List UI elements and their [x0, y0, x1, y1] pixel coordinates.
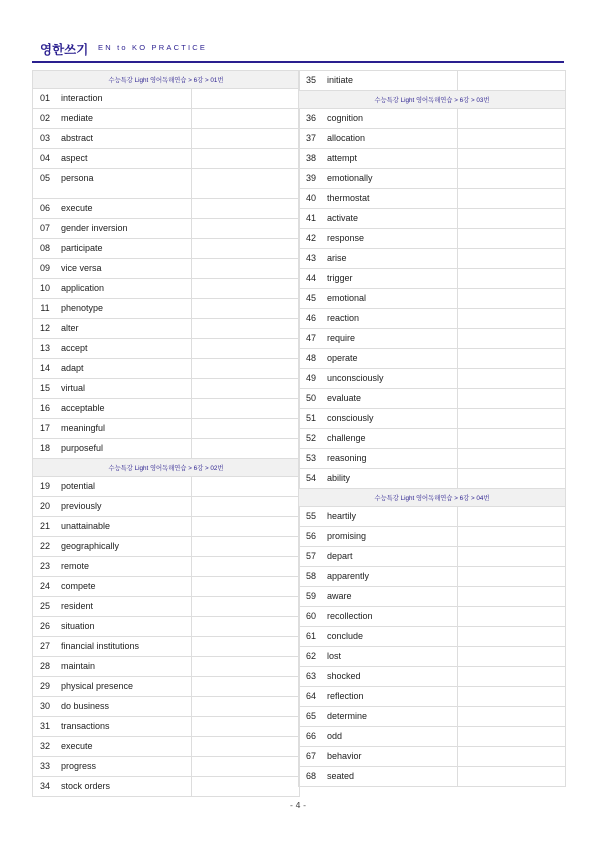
table-row [299, 547, 565, 567]
answer-blank [192, 279, 299, 298]
page-title: 영한쓰기 [40, 42, 89, 57]
section-header [299, 91, 565, 109]
table-row [299, 527, 565, 547]
table-row [299, 567, 565, 587]
answer-blank [458, 229, 565, 248]
answer-blank [192, 219, 299, 238]
vocab-word: phenotype [57, 299, 192, 318]
vocab-word: require [323, 329, 458, 348]
vocab-word: attempt [323, 149, 458, 168]
answer-blank [458, 527, 565, 546]
answer-blank [192, 439, 299, 458]
answer-blank [192, 497, 299, 516]
table-row [33, 219, 299, 239]
answer-blank [458, 429, 565, 448]
vocab-word: accept [57, 339, 192, 358]
vocab-word: behavior [323, 747, 458, 766]
vocab-word: previously [57, 497, 192, 516]
answer-blank [458, 149, 565, 168]
vocab-word: apparently [323, 567, 458, 586]
item-number: 27 [39, 641, 50, 651]
table-row [299, 687, 565, 707]
table-row [33, 557, 299, 577]
answer-blank [458, 727, 565, 746]
answer-blank [458, 71, 565, 90]
section-header [299, 489, 565, 507]
item-number: 08 [39, 243, 50, 253]
table-row [33, 279, 299, 299]
answer-blank [192, 199, 299, 218]
item-number: 38 [305, 153, 316, 163]
vocab-word: seated [323, 767, 458, 786]
item-number: 19 [39, 481, 50, 491]
item-number: 22 [39, 541, 50, 551]
table-row [299, 189, 565, 209]
item-number: 29 [39, 681, 50, 691]
answer-blank [192, 577, 299, 596]
table-row [299, 767, 565, 787]
vocab-word: unattainable [57, 517, 192, 536]
item-number: 37 [305, 133, 316, 143]
table-row [299, 607, 565, 627]
section-header [33, 459, 299, 477]
answer-blank [192, 557, 299, 576]
vocab-word: reflection [323, 687, 458, 706]
vocab-word: vice versa [57, 259, 192, 278]
item-number: 04 [39, 153, 50, 163]
answer-blank [458, 269, 565, 288]
table-row [33, 697, 299, 717]
table-row [33, 399, 299, 419]
answer-blank [192, 379, 299, 398]
vocab-word: response [323, 229, 458, 248]
table-row [33, 359, 299, 379]
item-number: 45 [305, 293, 316, 303]
item-number: 67 [305, 751, 316, 761]
answer-blank [192, 149, 299, 168]
answer-blank [458, 567, 565, 586]
table-row [33, 677, 299, 697]
table-row [299, 269, 565, 289]
vocab-word: ability [323, 469, 458, 488]
item-number: 48 [305, 353, 316, 363]
item-number: 09 [39, 263, 50, 273]
page-header [32, 38, 564, 62]
table-row [33, 89, 299, 109]
table-row [33, 777, 299, 797]
item-number: 68 [305, 771, 316, 781]
vocab-word: heartily [323, 507, 458, 526]
answer-blank [192, 737, 299, 756]
page-number: - 4 - [290, 801, 306, 810]
vocab-word: determine [323, 707, 458, 726]
table-row [33, 339, 299, 359]
table-row [299, 129, 565, 149]
item-number: 57 [305, 551, 316, 561]
table-row [299, 449, 565, 469]
answer-blank [192, 597, 299, 616]
section-label: 수능특강 Light 영어독해연습 > 6강 > 01번 [108, 77, 224, 84]
item-number: 46 [305, 313, 316, 323]
item-number: 42 [305, 233, 316, 243]
vocab-word: unconsciously [323, 369, 458, 388]
answer-blank [458, 449, 565, 468]
table-row [299, 349, 565, 369]
table-row [299, 169, 565, 189]
item-number: 50 [305, 393, 316, 403]
vocab-word: arise [323, 249, 458, 268]
item-number: 56 [305, 531, 316, 541]
item-number: 65 [305, 711, 316, 721]
vocab-word: alter [57, 319, 192, 338]
vocab-word: do business [57, 697, 192, 716]
item-number: 53 [305, 453, 316, 463]
vocab-word: maintain [57, 657, 192, 676]
answer-blank [192, 537, 299, 556]
answer-blank [192, 109, 299, 128]
table-row [299, 229, 565, 249]
vocab-word: meaningful [57, 419, 192, 438]
vocab-word: trigger [323, 269, 458, 288]
item-number: 16 [39, 403, 50, 413]
table-row [33, 657, 299, 677]
table-row [33, 537, 299, 557]
item-number: 10 [39, 283, 50, 293]
table-row [299, 647, 565, 667]
vocab-word: physical presence [57, 677, 192, 696]
item-number: 14 [39, 363, 50, 373]
answer-blank [458, 667, 565, 686]
answer-blank [458, 507, 565, 526]
vocab-word: abstract [57, 129, 192, 148]
answer-blank [192, 399, 299, 418]
table-row [33, 477, 299, 497]
item-number: 11 [40, 303, 50, 313]
answer-blank [458, 409, 565, 428]
vocab-word: purposeful [57, 439, 192, 458]
vocab-word: reasoning [323, 449, 458, 468]
vocab-word: execute [57, 199, 192, 218]
item-number: 36 [305, 113, 316, 123]
table-row [33, 129, 299, 149]
answer-blank [458, 209, 565, 228]
vocab-word: depart [323, 547, 458, 566]
answer-blank [192, 259, 299, 278]
vocab-word: remote [57, 557, 192, 576]
table-row [299, 209, 565, 229]
vocab-word: adapt [57, 359, 192, 378]
vocab-column-left [32, 70, 300, 797]
vocab-word: gender inversion [57, 219, 192, 238]
answer-blank [192, 677, 299, 696]
vocab-word: evaluate [323, 389, 458, 408]
vocab-word: operate [323, 349, 458, 368]
item-number: 30 [39, 701, 50, 711]
vocab-word: conclude [323, 627, 458, 646]
answer-blank [192, 757, 299, 776]
answer-blank [458, 627, 565, 646]
vocab-word: challenge [323, 429, 458, 448]
item-number: 31 [39, 721, 50, 731]
answer-blank [192, 657, 299, 676]
answer-blank [458, 129, 565, 148]
vocab-word: activate [323, 209, 458, 228]
item-number: 43 [305, 253, 316, 263]
item-number: 62 [305, 651, 316, 661]
table-row [299, 667, 565, 687]
table-row [299, 309, 565, 329]
table-row [33, 439, 299, 459]
item-number: 34 [39, 781, 50, 791]
answer-blank [458, 389, 565, 408]
vocab-word: shocked [323, 667, 458, 686]
item-number: 40 [305, 193, 316, 203]
item-number: 25 [39, 601, 50, 611]
item-number: 18 [39, 443, 50, 453]
item-number: 59 [305, 591, 316, 601]
answer-blank [458, 289, 565, 308]
answer-blank [458, 469, 565, 488]
table-row [299, 587, 565, 607]
item-number: 60 [305, 611, 316, 621]
item-number: 64 [305, 691, 316, 701]
answer-blank [192, 319, 299, 338]
table-row [33, 497, 299, 517]
item-number: 17 [39, 423, 50, 433]
vocab-word: progress [57, 757, 192, 776]
table-row [299, 149, 565, 169]
item-number: 01 [39, 93, 50, 103]
page-subtitle: EN to KO PRACTICE [98, 43, 208, 52]
item-number: 28 [39, 661, 50, 671]
vocab-word: mediate [57, 109, 192, 128]
table-row [33, 199, 299, 219]
item-number: 21 [39, 521, 50, 531]
answer-blank [458, 687, 565, 706]
answer-blank [458, 249, 565, 268]
item-number: 02 [39, 113, 50, 123]
table-row [33, 169, 299, 199]
item-number: 54 [305, 473, 316, 483]
table-row [33, 319, 299, 339]
answer-blank [458, 547, 565, 566]
item-number: 41 [305, 213, 316, 223]
answer-blank [192, 697, 299, 716]
item-number: 26 [39, 621, 50, 631]
table-row [299, 727, 565, 747]
item-number: 61 [305, 631, 316, 641]
item-number: 58 [305, 571, 316, 581]
answer-blank [458, 329, 565, 348]
vocab-word: interaction [57, 89, 192, 108]
vocab-word: thermostat [323, 189, 458, 208]
answer-blank [458, 587, 565, 606]
vocab-word: emotionally [323, 169, 458, 188]
vocab-word: allocation [323, 129, 458, 148]
item-number: 32 [39, 741, 50, 751]
table-row [299, 627, 565, 647]
answer-blank [192, 477, 299, 496]
item-number: 12 [39, 323, 50, 333]
vocab-word: emotional [323, 289, 458, 308]
table-row [299, 429, 565, 449]
table-row [33, 637, 299, 657]
vocab-word: compete [57, 577, 192, 596]
vocab-word: persona [57, 169, 192, 198]
item-number: 63 [305, 671, 316, 681]
vocab-word: aware [323, 587, 458, 606]
answer-blank [192, 517, 299, 536]
item-number: 20 [39, 501, 50, 511]
table-row [299, 369, 565, 389]
answer-blank [192, 299, 299, 318]
table-row [33, 517, 299, 537]
answer-blank [192, 717, 299, 736]
section-label: 수능특강 Light 영어독해연습 > 6강 > 03번 [374, 97, 490, 104]
answer-blank [458, 189, 565, 208]
vocab-word: lost [323, 647, 458, 666]
answer-blank [458, 707, 565, 726]
table-row [33, 597, 299, 617]
table-row [299, 71, 565, 91]
section-label: 수능특강 Light 영어독해연습 > 6강 > 04번 [374, 495, 490, 502]
table-row [299, 747, 565, 767]
vocab-word: resident [57, 597, 192, 616]
table-row [33, 577, 299, 597]
table-row [299, 507, 565, 527]
vocab-word: recollection [323, 607, 458, 626]
vocab-word: reaction [323, 309, 458, 328]
item-number: 49 [305, 373, 316, 383]
item-number: 39 [305, 173, 316, 183]
item-number: 52 [305, 433, 316, 443]
answer-blank [458, 169, 565, 188]
vocab-word: financial institutions [57, 637, 192, 656]
item-number: 15 [39, 383, 50, 393]
header-divider [32, 61, 564, 63]
item-number: 07 [39, 223, 50, 233]
answer-blank [458, 747, 565, 766]
item-number: 66 [305, 731, 316, 741]
item-number: 24 [39, 581, 50, 591]
table-row [33, 717, 299, 737]
table-row [299, 249, 565, 269]
vocab-column-right [298, 70, 566, 787]
vocab-word: virtual [57, 379, 192, 398]
table-row [299, 707, 565, 727]
answer-blank [458, 767, 565, 786]
vocab-word: aspect [57, 149, 192, 168]
answer-blank [192, 129, 299, 148]
answer-blank [458, 369, 565, 388]
table-row [299, 289, 565, 309]
vocab-word: acceptable [57, 399, 192, 418]
vocab-word: odd [323, 727, 458, 746]
answer-blank [458, 349, 565, 368]
vocab-word: consciously [323, 409, 458, 428]
answer-blank [458, 309, 565, 328]
item-number: 47 [305, 333, 316, 343]
table-row [33, 149, 299, 169]
item-number: 51 [305, 413, 316, 423]
item-number: 13 [39, 343, 50, 353]
vocab-word: application [57, 279, 192, 298]
item-number: 55 [305, 511, 316, 521]
table-row [299, 469, 565, 489]
table-row [33, 617, 299, 637]
answer-blank [458, 607, 565, 626]
item-number: 03 [39, 133, 50, 143]
table-row [299, 409, 565, 429]
vocab-word: situation [57, 617, 192, 636]
answer-blank [192, 637, 299, 656]
table-row [33, 259, 299, 279]
answer-blank [458, 109, 565, 128]
vocab-word: promising [323, 527, 458, 546]
table-row [299, 109, 565, 129]
table-row [33, 379, 299, 399]
table-row [33, 737, 299, 757]
section-header [33, 71, 299, 89]
answer-blank [192, 359, 299, 378]
vocab-word: cognition [323, 109, 458, 128]
item-number: 44 [305, 273, 316, 283]
answer-blank [192, 777, 299, 796]
table-row [33, 299, 299, 319]
answer-blank [192, 419, 299, 438]
item-number: 33 [39, 761, 50, 771]
table-row [299, 329, 565, 349]
table-row [33, 109, 299, 129]
table-row [299, 389, 565, 409]
answer-blank [192, 339, 299, 358]
item-number: 23 [39, 561, 50, 571]
item-number: 06 [39, 203, 50, 213]
item-number: 35 [305, 75, 316, 85]
table-row [33, 757, 299, 777]
table-row [33, 239, 299, 259]
vocab-word: potential [57, 477, 192, 496]
answer-blank [192, 169, 299, 198]
vocab-word: geographically [57, 537, 192, 556]
answer-blank [192, 239, 299, 258]
section-label: 수능특강 Light 영어독해연습 > 6강 > 02번 [108, 465, 224, 472]
vocab-word: transactions [57, 717, 192, 736]
vocab-word: initiate [323, 71, 458, 90]
answer-blank [192, 89, 299, 108]
answer-blank [458, 647, 565, 666]
vocab-word: execute [57, 737, 192, 756]
vocab-word: participate [57, 239, 192, 258]
answer-blank [192, 617, 299, 636]
table-row [33, 419, 299, 439]
item-number: 05 [39, 173, 50, 183]
vocab-word: stock orders [57, 777, 192, 796]
